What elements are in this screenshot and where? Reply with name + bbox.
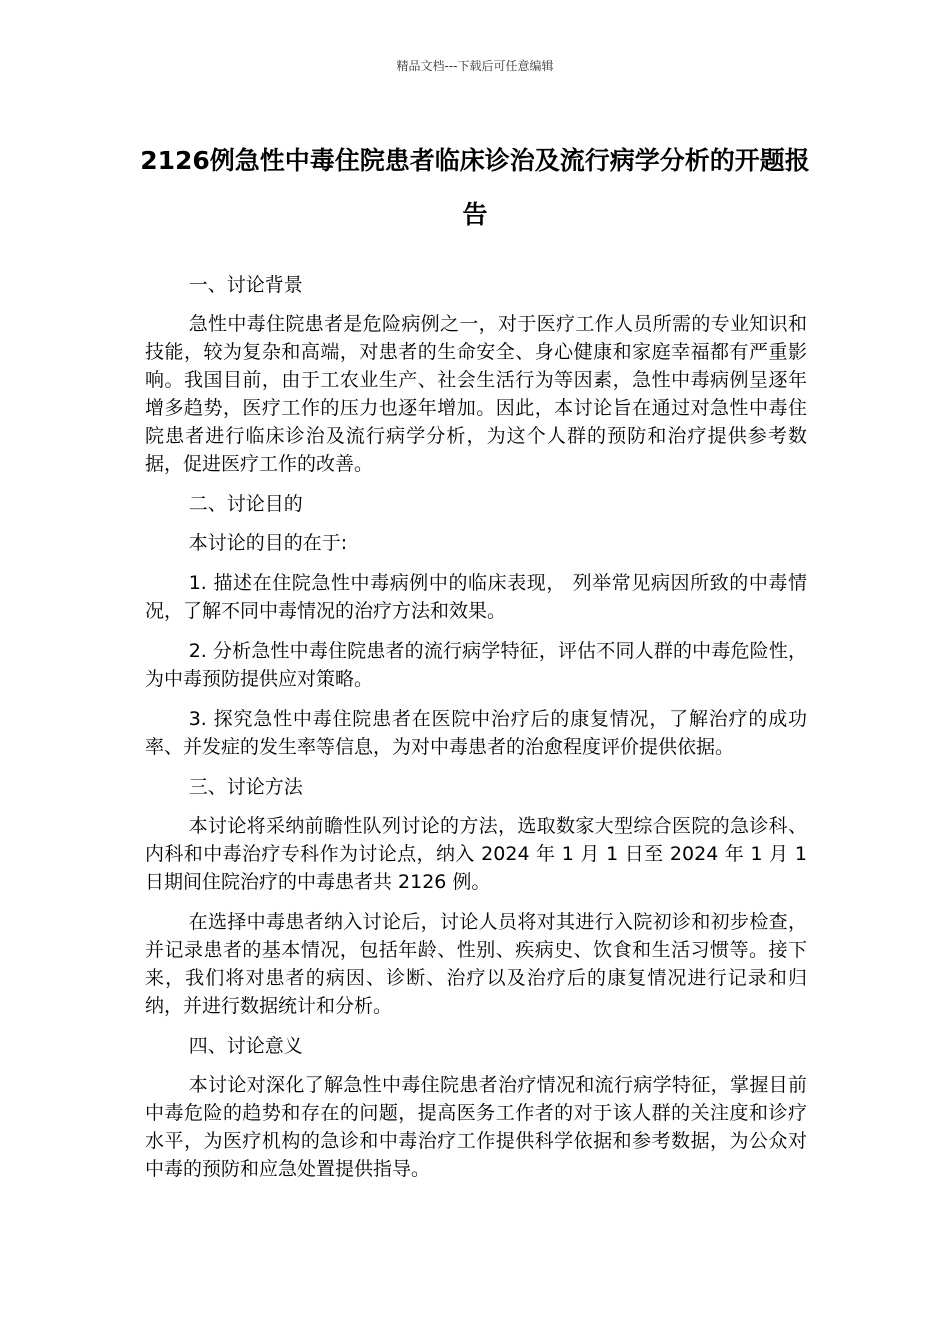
section-heading-method: 三、讨论方法 — [188, 776, 303, 798]
list-item: 1. 描述在住院急性中毒病例中的临床表现， 列举常见病因所致的中毒情况，了解不同中毒情况的治疗方法和效果。 — [145, 572, 807, 622]
section-heading-background: 一、讨论背景 — [188, 274, 303, 296]
list-item: 3. 探究急性中毒住院患者在医院中治疗后的康复情况，了解治疗的成功率、并发症的发生率等信息，为对中毒患者的治愈程度评价提供依据。 — [145, 708, 807, 758]
document-title: 2126例急性中毒住院患者临床诊治及流行病学分析的开题报告 — [140, 146, 810, 229]
list-item: 2. 分析急性中毒住院患者的流行病学特征，评估不同人群的中毒危险性，为中毒预防提供应对策略。 — [145, 640, 807, 690]
header-note: 精品文档---下载后可任意编辑 — [396, 59, 554, 73]
section-heading-purpose: 二、讨论目的 — [188, 493, 303, 515]
paragraph: 本讨论对深化了解急性中毒住院患者治疗情况和流行病学特征，掌握目前中毒危险的趋势和存在的问题，提高医务工作者的对于该人群的关注度和诊疗水平，为医疗机构的急诊和中毒治疗工作提供科学依据和参考数据，为公众对中毒的预防和应急处置提供指导。 — [145, 1074, 807, 1180]
paragraph: 急性中毒住院患者是危险病例之一，对于医疗工作人员所需的专业知识和技能，较为复杂和高端，对患者的生命安全、身心健康和家庭幸福都有严重影响。我国目前，由于工农业生产、社会生活行为等因素，急性中毒病例呈逐年增多趋势，医疗工作的压力也逐年增加。因此，本讨论旨在通过对急性中毒住院患者进行临床诊治及流行病学分析，为这个人群的预防和治疗提供参考数据，促进医疗工作的改善。 — [145, 313, 807, 475]
section-heading-significance: 四、讨论意义 — [188, 1035, 303, 1057]
document-body — [145, 271, 807, 1195]
paragraph: 本讨论的目的在于: — [188, 532, 348, 554]
paragraph: 在选择中毒患者纳入讨论后，讨论人员将对其进行入院初诊和初步检查，并记录患者的基本情况，包括年龄、性别、疾病史、饮食和生活习惯等。接下来，我们将对患者的病因、诊断、治疗以及治疗后的康复情况进行记录和归纳，并进行数据统计和分析。 — [145, 911, 807, 1017]
paragraph: 本讨论将采纳前瞻性队列讨论的方法，选取数家大型综合医院的急诊科、内科和中毒治疗专科作为讨论点，纳入 2024 年 1 月 1 日至 2024 年 1 月 1 日期间住院治疗的中毒患者共 2126 例。 — [145, 815, 807, 893]
